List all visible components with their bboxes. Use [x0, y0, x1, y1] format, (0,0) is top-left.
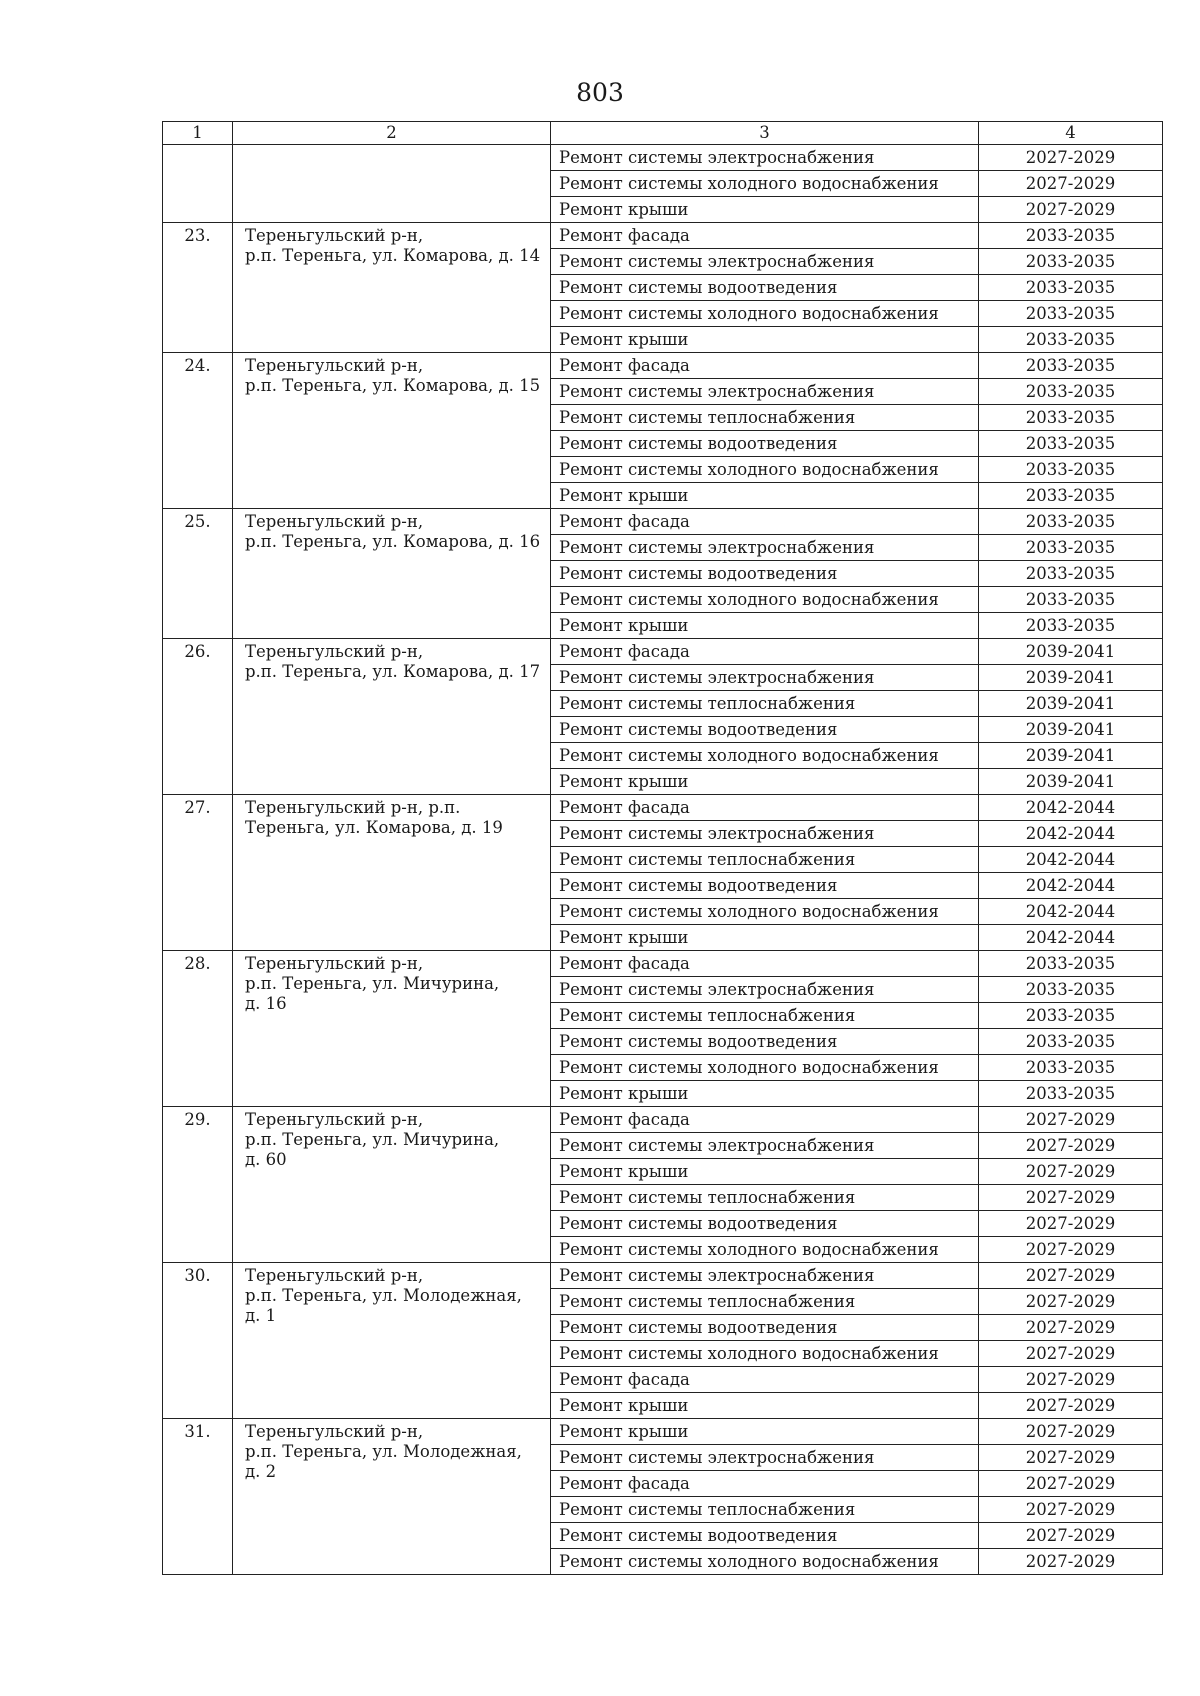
table-row	[163, 353, 1163, 379]
period-cell: 2039-2041	[979, 769, 1163, 795]
address-cell	[233, 1419, 551, 1575]
period-cell: 2027-2029	[979, 1185, 1163, 1211]
work-type-cell: Ремонт системы электроснабжения	[551, 1133, 979, 1159]
period-cell: 2033-2035	[979, 275, 1163, 301]
period-cell: 2033-2035	[979, 457, 1163, 483]
period-cell: 2033-2035	[979, 379, 1163, 405]
work-type-cell: Ремонт системы теплоснабжения	[551, 1289, 979, 1315]
item-number: 23.	[163, 223, 233, 353]
address-line: Тереньгульский р-н,	[245, 642, 424, 661]
work-type-cell: Ремонт системы водоотведения	[551, 873, 979, 899]
period-cell: 2033-2035	[979, 977, 1163, 1003]
period-cell: 2027-2029	[979, 1289, 1163, 1315]
address-line: р.п. Тереньга, ул. Молодежная,	[245, 1441, 522, 1461]
table-row	[163, 509, 1163, 535]
period-cell: 2033-2035	[979, 535, 1163, 561]
period-cell: 2027-2029	[979, 1549, 1163, 1575]
work-type-cell: Ремонт системы холодного водоснабжения	[551, 743, 979, 769]
address-line: р.п. Тереньга, ул. Комарова, д. 14	[245, 245, 541, 265]
work-type-cell: Ремонт фасада	[551, 1107, 979, 1133]
work-type-cell: Ремонт крыши	[551, 769, 979, 795]
address-line: р.п. Тереньга, ул. Комарова, д. 15	[245, 375, 541, 395]
item-number: 27.	[163, 795, 233, 951]
period-cell: 2033-2035	[979, 509, 1163, 535]
period-cell: 2033-2035	[979, 301, 1163, 327]
period-cell: 2039-2041	[979, 743, 1163, 769]
work-type-cell: Ремонт системы водоотведения	[551, 1315, 979, 1341]
item-number: 26.	[163, 639, 233, 795]
work-type-cell: Ремонт системы электроснабжения	[551, 1445, 979, 1471]
work-type-cell: Ремонт системы водоотведения	[551, 1523, 979, 1549]
address-cell	[233, 795, 551, 951]
period-cell: 2027-2029	[979, 1471, 1163, 1497]
work-type-cell: Ремонт фасада	[551, 1367, 979, 1393]
item-number: 25.	[163, 509, 233, 639]
period-cell: 2042-2044	[979, 873, 1163, 899]
item-number	[163, 145, 233, 223]
work-type-cell: Ремонт системы теплоснабжения	[551, 1497, 979, 1523]
table-row	[163, 1107, 1163, 1133]
address-cell	[233, 145, 551, 223]
address-line: Тереньгульский р-н,	[245, 1110, 424, 1129]
table-row	[163, 145, 1163, 171]
period-cell: 2027-2029	[979, 1497, 1163, 1523]
period-cell: 2039-2041	[979, 717, 1163, 743]
work-type-cell: Ремонт фасада	[551, 509, 979, 535]
work-type-cell: Ремонт системы электроснабжения	[551, 145, 979, 171]
period-cell: 2027-2029	[979, 1315, 1163, 1341]
address-line: р.п. Тереньга, ул. Мичурина,	[245, 973, 500, 993]
address-cell	[233, 509, 551, 639]
header-row	[163, 122, 1163, 145]
work-type-cell: Ремонт фасада	[551, 353, 979, 379]
period-cell: 2033-2035	[979, 431, 1163, 457]
address-line: Тереньгульский р-н,	[245, 226, 424, 245]
work-type-cell: Ремонт системы теплоснабжения	[551, 847, 979, 873]
period-cell: 2027-2029	[979, 1445, 1163, 1471]
table-row	[163, 1419, 1163, 1445]
work-type-cell: Ремонт системы водоотведения	[551, 1211, 979, 1237]
period-cell: 2042-2044	[979, 899, 1163, 925]
period-cell: 2027-2029	[979, 1211, 1163, 1237]
work-type-cell: Ремонт системы холодного водоснабжения	[551, 171, 979, 197]
address-line: р.п. Тереньга, ул. Мичурина,	[245, 1129, 500, 1149]
work-type-cell: Ремонт крыши	[551, 925, 979, 951]
work-type-cell: Ремонт системы холодного водоснабжения	[551, 899, 979, 925]
work-type-cell: Ремонт системы электроснабжения	[551, 1263, 979, 1289]
address-cell	[233, 1263, 551, 1419]
period-cell: 2033-2035	[979, 483, 1163, 509]
period-cell: 2027-2029	[979, 1107, 1163, 1133]
work-type-cell: Ремонт фасада	[551, 951, 979, 977]
period-cell: 2033-2035	[979, 613, 1163, 639]
repair-schedule-table	[162, 121, 1163, 1575]
work-type-cell: Ремонт системы электроснабжения	[551, 535, 979, 561]
item-number: 24.	[163, 353, 233, 509]
period-cell: 2042-2044	[979, 847, 1163, 873]
period-cell: 2033-2035	[979, 1055, 1163, 1081]
work-type-cell: Ремонт системы водоотведения	[551, 1029, 979, 1055]
work-type-cell: Ремонт крыши	[551, 197, 979, 223]
address-cell	[233, 639, 551, 795]
work-type-cell: Ремонт системы теплоснабжения	[551, 405, 979, 431]
work-type-cell: Ремонт системы водоотведения	[551, 431, 979, 457]
period-cell: 2033-2035	[979, 1003, 1163, 1029]
period-cell: 2033-2035	[979, 1081, 1163, 1107]
address-line: д. 2	[245, 1461, 277, 1481]
period-cell: 2027-2029	[979, 1367, 1163, 1393]
work-type-cell: Ремонт системы электроснабжения	[551, 665, 979, 691]
work-type-cell: Ремонт системы холодного водоснабжения	[551, 1055, 979, 1081]
address-line: р.п. Тереньга, ул. Комарова, д. 16	[245, 531, 541, 551]
address-line: Тереньгульский р-н, р.п.	[245, 798, 461, 817]
work-type-cell: Ремонт фасада	[551, 639, 979, 665]
address-line: Тереньгульский р-н,	[245, 356, 424, 375]
page-number: 803	[576, 78, 624, 107]
period-cell: 2033-2035	[979, 327, 1163, 353]
period-cell: 2033-2035	[979, 561, 1163, 587]
item-number: 28.	[163, 951, 233, 1107]
address-cell	[233, 353, 551, 509]
work-type-cell: Ремонт крыши	[551, 1393, 979, 1419]
work-type-cell: Ремонт крыши	[551, 327, 979, 353]
work-type-cell: Ремонт системы теплоснабжения	[551, 691, 979, 717]
work-type-cell: Ремонт системы холодного водоснабжения	[551, 301, 979, 327]
period-cell: 2033-2035	[979, 951, 1163, 977]
work-type-cell: Ремонт системы водоотведения	[551, 561, 979, 587]
period-cell: 2027-2029	[979, 1263, 1163, 1289]
header-col-2: 2	[233, 122, 551, 145]
work-type-cell: Ремонт системы холодного водоснабжения	[551, 1549, 979, 1575]
period-cell: 2033-2035	[979, 353, 1163, 379]
table-body	[163, 145, 1163, 1575]
period-cell: 2027-2029	[979, 1133, 1163, 1159]
work-type-cell: Ремонт фасада	[551, 223, 979, 249]
work-type-cell: Ремонт крыши	[551, 1419, 979, 1445]
address-line: Тереньгульский р-н,	[245, 954, 424, 973]
period-cell: 2033-2035	[979, 223, 1163, 249]
address-line: р.п. Тереньга, ул. Молодежная,	[245, 1285, 522, 1305]
work-type-cell: Ремонт системы холодного водоснабжения	[551, 457, 979, 483]
header-col-4: 4	[979, 122, 1163, 145]
address-line: Тереньгульский р-н,	[245, 1422, 424, 1441]
work-type-cell: Ремонт системы теплоснабжения	[551, 1185, 979, 1211]
address-line: Тереньгульский р-н,	[245, 1266, 424, 1285]
table-row	[163, 223, 1163, 249]
period-cell: 2033-2035	[979, 249, 1163, 275]
period-cell: 2033-2035	[979, 587, 1163, 613]
period-cell: 2027-2029	[979, 1159, 1163, 1185]
period-cell: 2027-2029	[979, 1523, 1163, 1549]
work-type-cell: Ремонт системы электроснабжения	[551, 977, 979, 1003]
address-line: д. 60	[245, 1149, 287, 1169]
work-type-cell: Ремонт крыши	[551, 1159, 979, 1185]
item-number: 30.	[163, 1263, 233, 1419]
address-line: д. 16	[245, 993, 287, 1013]
period-cell: 2027-2029	[979, 1419, 1163, 1445]
item-number: 31.	[163, 1419, 233, 1575]
address-cell	[233, 951, 551, 1107]
period-cell: 2042-2044	[979, 795, 1163, 821]
work-type-cell: Ремонт системы холодного водоснабжения	[551, 587, 979, 613]
period-cell: 2027-2029	[979, 145, 1163, 171]
address-line: р.п. Тереньга, ул. Комарова, д. 17	[245, 661, 541, 681]
address-cell	[233, 223, 551, 353]
period-cell: 2027-2029	[979, 1341, 1163, 1367]
work-type-cell: Ремонт крыши	[551, 483, 979, 509]
work-type-cell: Ремонт системы водоотведения	[551, 717, 979, 743]
item-number: 29.	[163, 1107, 233, 1263]
work-type-cell: Ремонт системы электроснабжения	[551, 249, 979, 275]
work-type-cell: Ремонт системы теплоснабжения	[551, 1003, 979, 1029]
work-type-cell: Ремонт крыши	[551, 613, 979, 639]
period-cell: 2042-2044	[979, 821, 1163, 847]
work-type-cell: Ремонт фасада	[551, 795, 979, 821]
work-type-cell: Ремонт системы электроснабжения	[551, 821, 979, 847]
table-row	[163, 639, 1163, 665]
period-cell: 2027-2029	[979, 171, 1163, 197]
address-cell	[233, 1107, 551, 1263]
table-row	[163, 951, 1163, 977]
period-cell: 2039-2041	[979, 665, 1163, 691]
period-cell: 2027-2029	[979, 197, 1163, 223]
work-type-cell: Ремонт крыши	[551, 1081, 979, 1107]
period-cell: 2042-2044	[979, 925, 1163, 951]
period-cell: 2033-2035	[979, 405, 1163, 431]
period-cell: 2033-2035	[979, 1029, 1163, 1055]
period-cell: 2039-2041	[979, 691, 1163, 717]
table-row	[163, 1263, 1163, 1289]
work-type-cell: Ремонт системы водоотведения	[551, 275, 979, 301]
period-cell: 2027-2029	[979, 1237, 1163, 1263]
header-col-3: 3	[551, 122, 979, 145]
work-type-cell: Ремонт системы холодного водоснабжения	[551, 1341, 979, 1367]
period-cell: 2039-2041	[979, 639, 1163, 665]
address-line: д. 1	[245, 1305, 277, 1325]
header-col-1: 1	[163, 122, 233, 145]
work-type-cell: Ремонт фасада	[551, 1471, 979, 1497]
work-type-cell: Ремонт системы электроснабжения	[551, 379, 979, 405]
address-line: Тереньгульский р-н,	[245, 512, 424, 531]
work-type-cell: Ремонт системы холодного водоснабжения	[551, 1237, 979, 1263]
period-cell: 2027-2029	[979, 1393, 1163, 1419]
address-line: Тереньга, ул. Комарова, д. 19	[245, 817, 503, 837]
table-row	[163, 795, 1163, 821]
